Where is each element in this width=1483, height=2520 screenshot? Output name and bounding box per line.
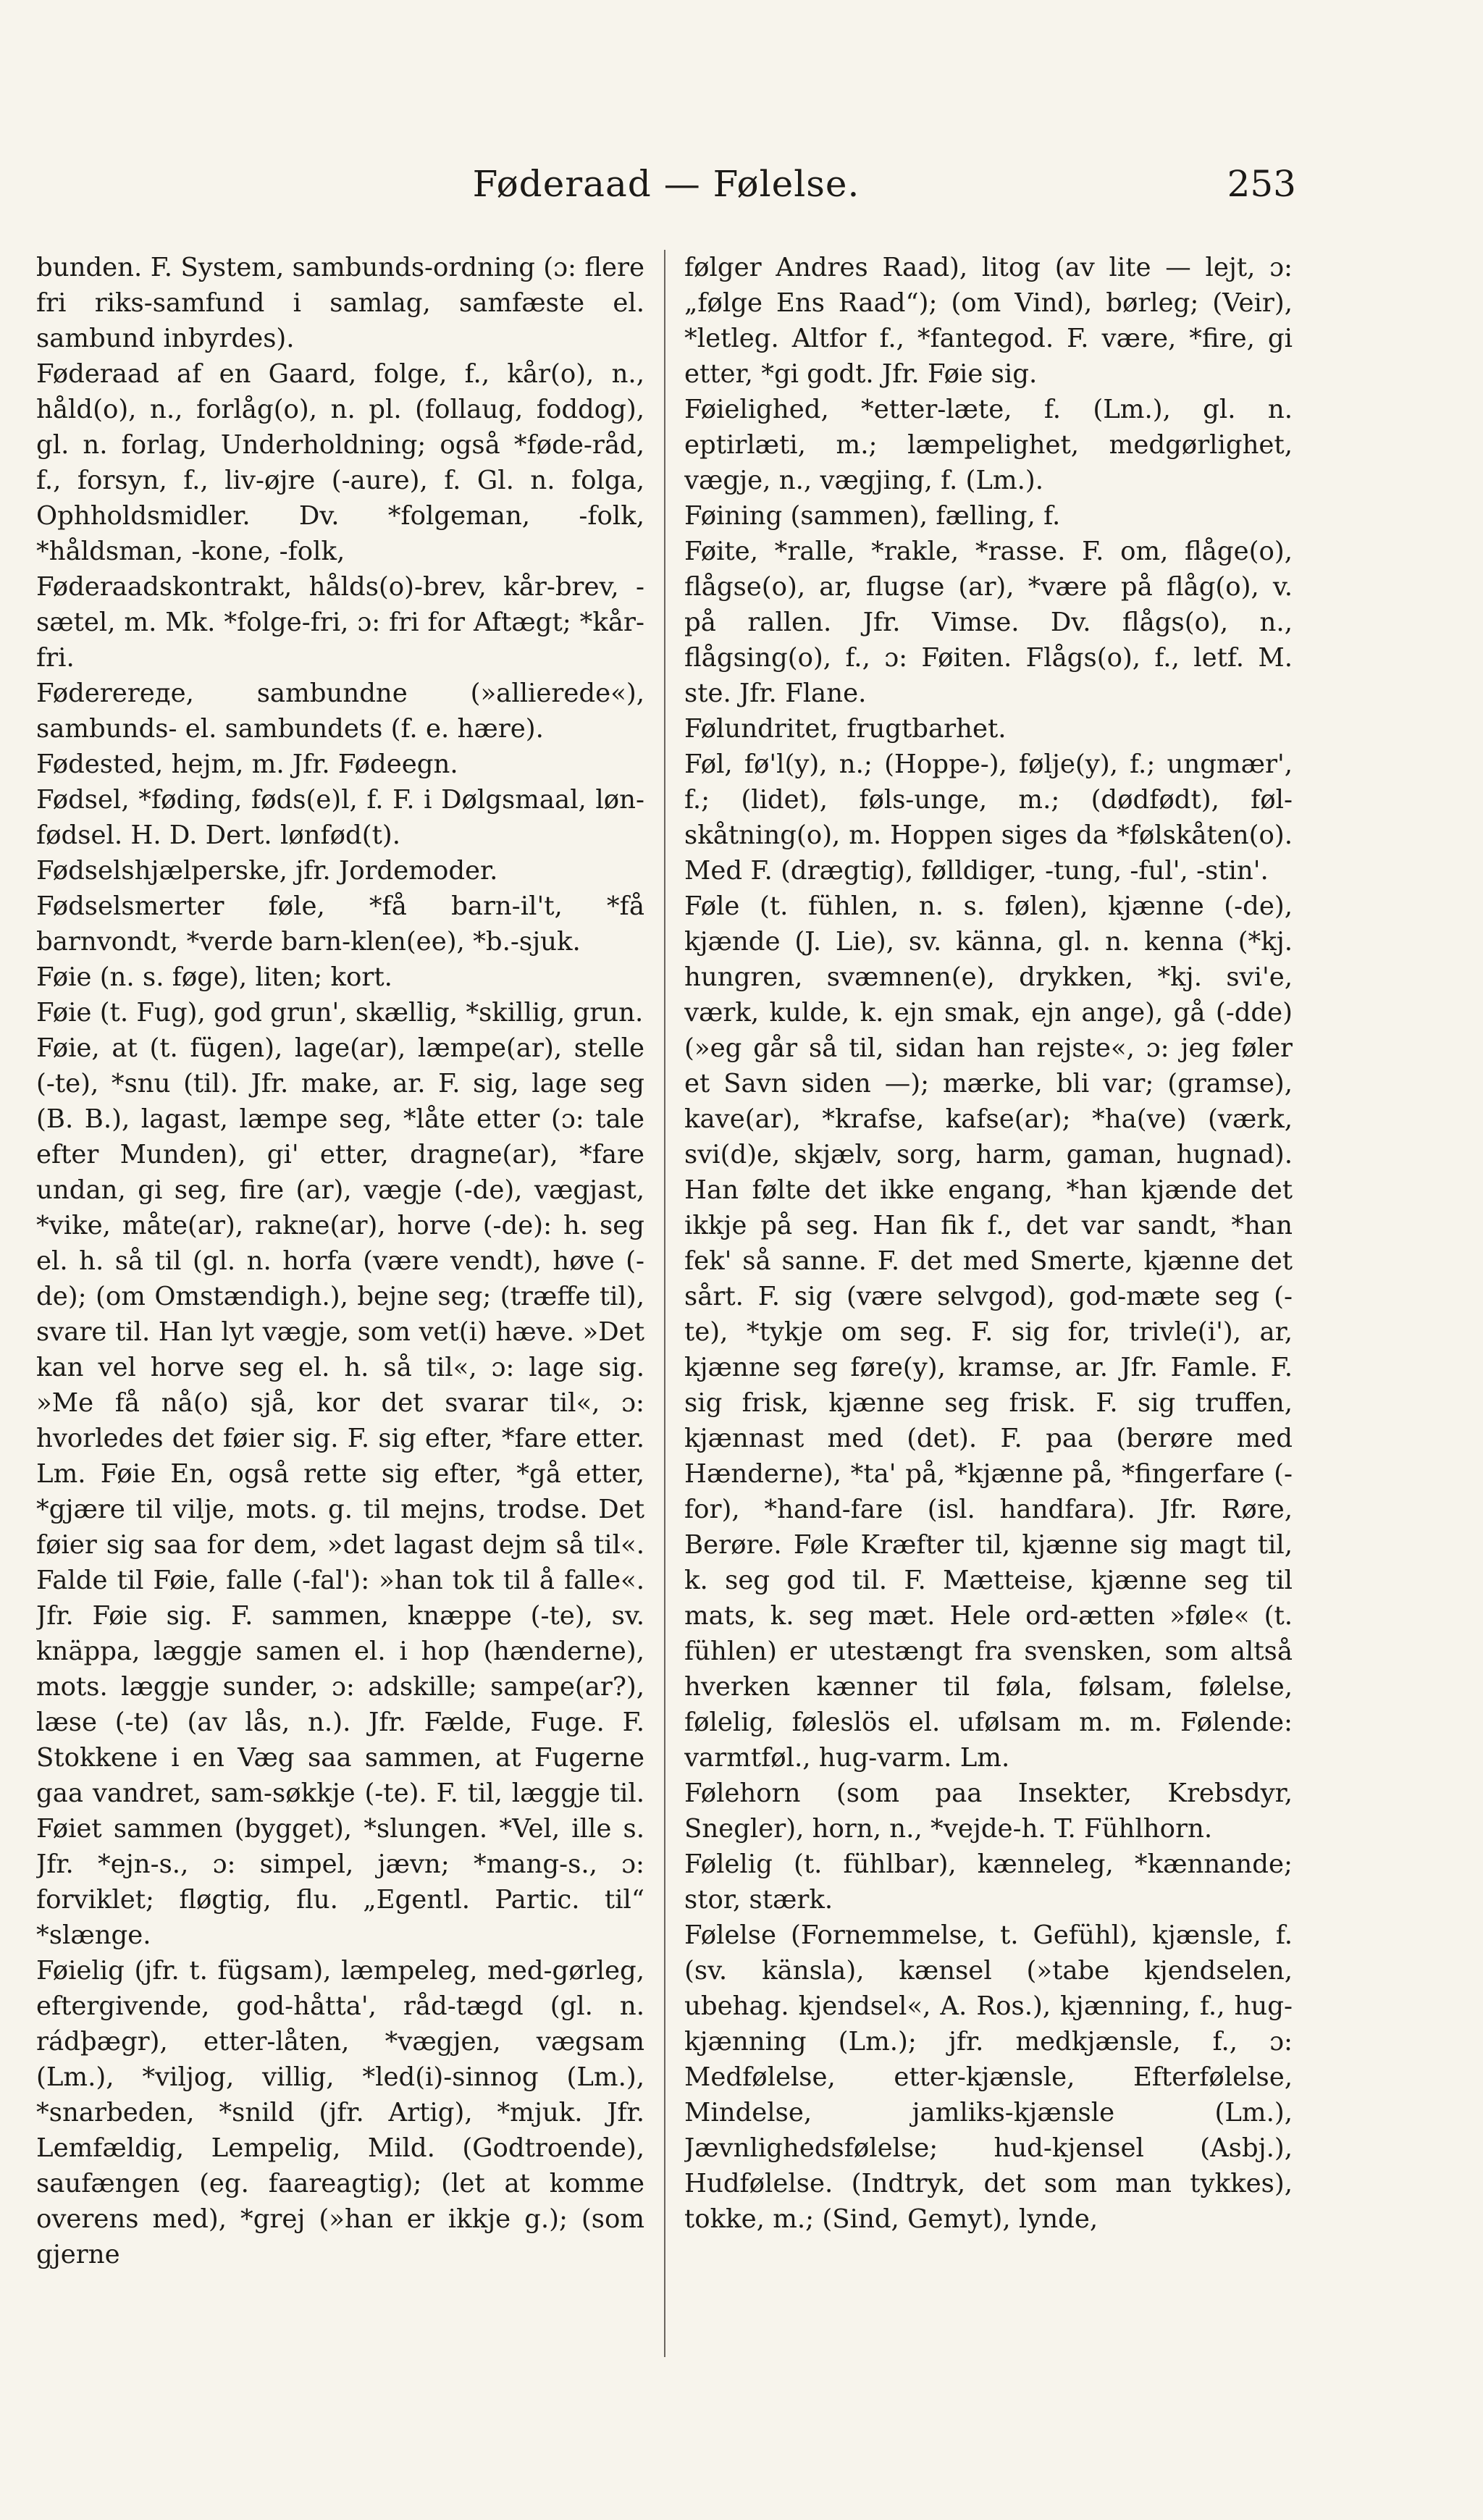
entry-paragraph: Føielig (jfr. t. fügsam), læmpeleg, med-gørleg, eftergivende, god-håtta', råd-tægd (gl. n. rádþægr), etter-låten, *vægjen, vægsam (Lm.), *viljog, villig, *led(i)-sinnog (Lm.), *snarbeden, *snild (jfr. Artig), *mjuk. Jfr. Lemfældig, Lempelig, Mild. (Godtroende), saufængen (eg. faareagtig); (let at komme overens med), *grej (»han er ikkje g.); (som gjerne — [36, 1956, 644, 2269]
right-column — [684, 250, 1293, 2458]
entry-paragraph: Føie (t. Fug), god grun', skællig, *skillig, grun. — [36, 998, 644, 1028]
entry-paragraph: Fødsel, *føding, føds(e)l, f. F. i Dølgsmaal, løn-fødsel. H. D. Dert. lønfød(t). — [36, 785, 644, 850]
entry-paragraph: Fødselsmerter føle, *få barn-il't, *få barnvondt, *verde barn-klen(ee), *b.-sjuk. — [36, 891, 644, 957]
entry-paragraph: Føderaadskontrakt, hålds(o)-brev, kår-brev, -sætel, m. Mk. *folge-fri, ɔ: fri for Aftægt; *kår-fri. — [36, 572, 644, 673]
entry-paragraph: Fødselshjælperske, jfr. Jordemoder. — [36, 856, 498, 886]
entry-paragraph: Føie (n. s. føge), liten; kort. — [36, 962, 392, 992]
entry-paragraph: Føining (sammen), fælling, f. — [684, 501, 1061, 531]
entry-paragraph: Føderereде, sambundne (»allierede«), sambunds- el. sambundets (f. e. hære). — [36, 679, 644, 744]
entry-paragraph: Føite, *ralle, *rakle, *rasse. F. om, flåge(o), flågse(o), ar, flugse (ar), *være på flåg(o), v. på rallen. Jfr. Vimse. Dv. flågs(o), n., flågsing(o), f., ɔ: Føiten. Flågs(o), f., letf. M. ste. Jfr. Flane. — [684, 537, 1293, 708]
entry-paragraph: følger Andres Raad), litog (av lite — lejt, ɔ: „følge Ens Raad“); (om Vind), børleg; (Veir), *letleg. Altfor f., *fantegod. F. være, *fire, gi etter, *gi godt. Jfr. Føie sig. — [684, 253, 1293, 389]
entry-paragraph: Føie, at (t. fügen), lage(ar), læmpe(ar), stelle (-te), *snu (til). Jfr. make, ar. F. sig, lage seg (B. B.), lagast, læmpe seg, *låte etter (ɔ: tale efter Munden), gi' etter, dragne(ar), *fare undan, gi seg, fire (ar), vægje (-de), vægjast, *vike, måte(ar), rakne(ar), horve (-de): h. seg el. h. så til (gl. n. horfa (være vendt), høve (-de); (om Omstændigh.), bejne seg; (træffe til), svare til. Han lyt vægje, som vet(i) hæve. »Det kan vel horve seg el. h. så til«, ɔ: lage sig. »Me få nå(o) sjå, kor det svarar til«, ɔ: hvorledes det føier sig. F. sig efter, *fare etter. Lm. Føie En, også rette sig efter, *gå etter, *gjære til vilje, mots. g. til mejns, trodse. Det føier sig saa for dem, »det lagast dejm så til«. Falde til Føie, falle (-fal'): »han tok til å falle«. Jfr. Føie sig. F. sammen, knæppe (-te), sv. knäppa, læggje samen el. i hop (hænderne), mots. læggje sunder, ɔ: adskille; sampe(ar?), læse (-te) (av lås, n.). Jfr. Fælde, Fuge. F. Stokkene i en Væg saa sammen, at Fugerne gaa vandret, sam-søkkje (-te). F. til, læggje til. Føiet sammen (bygget), *slungen. *Vel, ille s. Jfr. *ejn-s., ɔ: simpel, jævn; *mang-s., ɔ: forviklet; fløgtig, flu. „Egentl. Partic. til“ *slænge. — [36, 1033, 644, 1950]
entry-paragraph: Følelse (Fornemmelse, t. Gefühl), kjænsle, f. (sv. känsla), kænsel (»tabe kjendselen, ubehag. kjendsel«, A. Ros.), kjænning, f., hug-kjænning (Lm.); jfr. medkjænsle, f., ɔ: Medfølelse, etter-kjænsle, Efterfølelse, Mindelse, jamliks-kjænsle (Lm.), Jævnlighedsfølelse; hud-kjensel (Asbj.), Hudfølelse. (Indtryk, det som man tykkes), tokke, m.; (Sind, Gemyt), lynde, — [684, 1920, 1293, 2234]
entry-paragraph: Fødested, hejm, m. Jfr. Fødeegn. — [36, 749, 458, 779]
entry-paragraph: Føle (t. fühlen, n. s. følen), kjænne (-de), kjænde (J. Lie), sv. känna, gl. n. kenna (*kj. hungren, svæmnen(e), drykken, *kj. svi'e, værk, kulde, k. ejn smak, ejn ange), gå (-dde) (»eg går så til, sidan han rejste«, ɔ: jeg føler et Savn siden —); mærke, bli var; (gramse), kave(ar), *krafse, kafse(ar); *ha(ve) (værk, svi(d)e, skjælv, sorg, harm, gaman, hugnad). Han følte det ikke engang, *han kjænde det ikkje på seg. Han fik f., det var sandt, *han fek' så sanne. F. det med Smerte, kjænne det sårt. F. sig (være selvgod), god-mæte seg (-te), *tykje om seg. F. sig for, trivle(i'), ar, kjænne seg føre(y), kramse, ar. Jfr. Famle. F. sig frisk, kjænne seg frisk. F. sig truffen, kjænnast med (det). F. paa (berøre med Hænderne), *ta' på, *kjænne på, *fingerfare (-for), *hand-fare (isl. handfara). Jfr. Røre, Berøre. Føle Kræfter til, kjænne sig magt til, k. seg god til. F. Mætteise, kjænne seg til mats, k. seg mæt. Hele ord-ætten »føle« (t. fühlen) er utestængt fra svensken, som altså hverken kænner til føla, følsam, følelse, følelig, føleslös el. ufølsam m. m. Følende: varmtføl., hug-varm. Lm. — [684, 891, 1293, 1773]
entry-paragraph: Følundritet, frugtbarhet. — [684, 714, 1007, 744]
entry-paragraph: Følehorn (som paa Insekter, Krebsdyr, Snegler), horn, n., *vejde-h. T. Fühlhorn. — [684, 1778, 1293, 1844]
entry-paragraph: Følelig (t. fühlbar), kænneleg, *kænnande; stor, stærk. — [684, 1849, 1293, 1915]
page-number: 253 — [1227, 163, 1296, 205]
entry-paragraph: Føderaad af en Gaard, folge, f., kår(o), n., håld(o), n., forlåg(o), n. pl. (follaug, foddog), gl. n. forlag, Underholdning; også *føde-råd, f., forsyn, f., liv-øjre (-aure), f. Gl. n. folga, Ophholdsmidler. Dv. *folgeman, -folk, *håldsman, -kone, -folk, — [36, 359, 644, 566]
entry-paragraph: bunden. F. System, sambunds-ordning (ɔ: flere fri riks-samfund i samlag, samfæste el. sambund inbyrdes). — [36, 253, 644, 353]
column-divider — [664, 250, 665, 2357]
page-header — [36, 163, 1296, 214]
left-column — [36, 250, 644, 2458]
running-head: Føderaad — Følelse. — [472, 163, 860, 205]
entry-paragraph: Føl, fø'l(y), n.; (Hoppe-), følje(y), f.; ungmær', f.; (lidet), føls-unge, m.; (dødfødt), føl-skåtning(o), m. Hoppen siges da *følskåten(o). Med F. (drægtig), følldiger, -tung, -ful', -stin'. — [684, 749, 1293, 886]
entry-paragraph: Føielighed, *etter-læte, f. (Lm.), gl. n. eptirlæti, m.; læmpelighet, medgørlighet, vægje, n., vægjing, f. (Lm.). — [684, 395, 1293, 495]
